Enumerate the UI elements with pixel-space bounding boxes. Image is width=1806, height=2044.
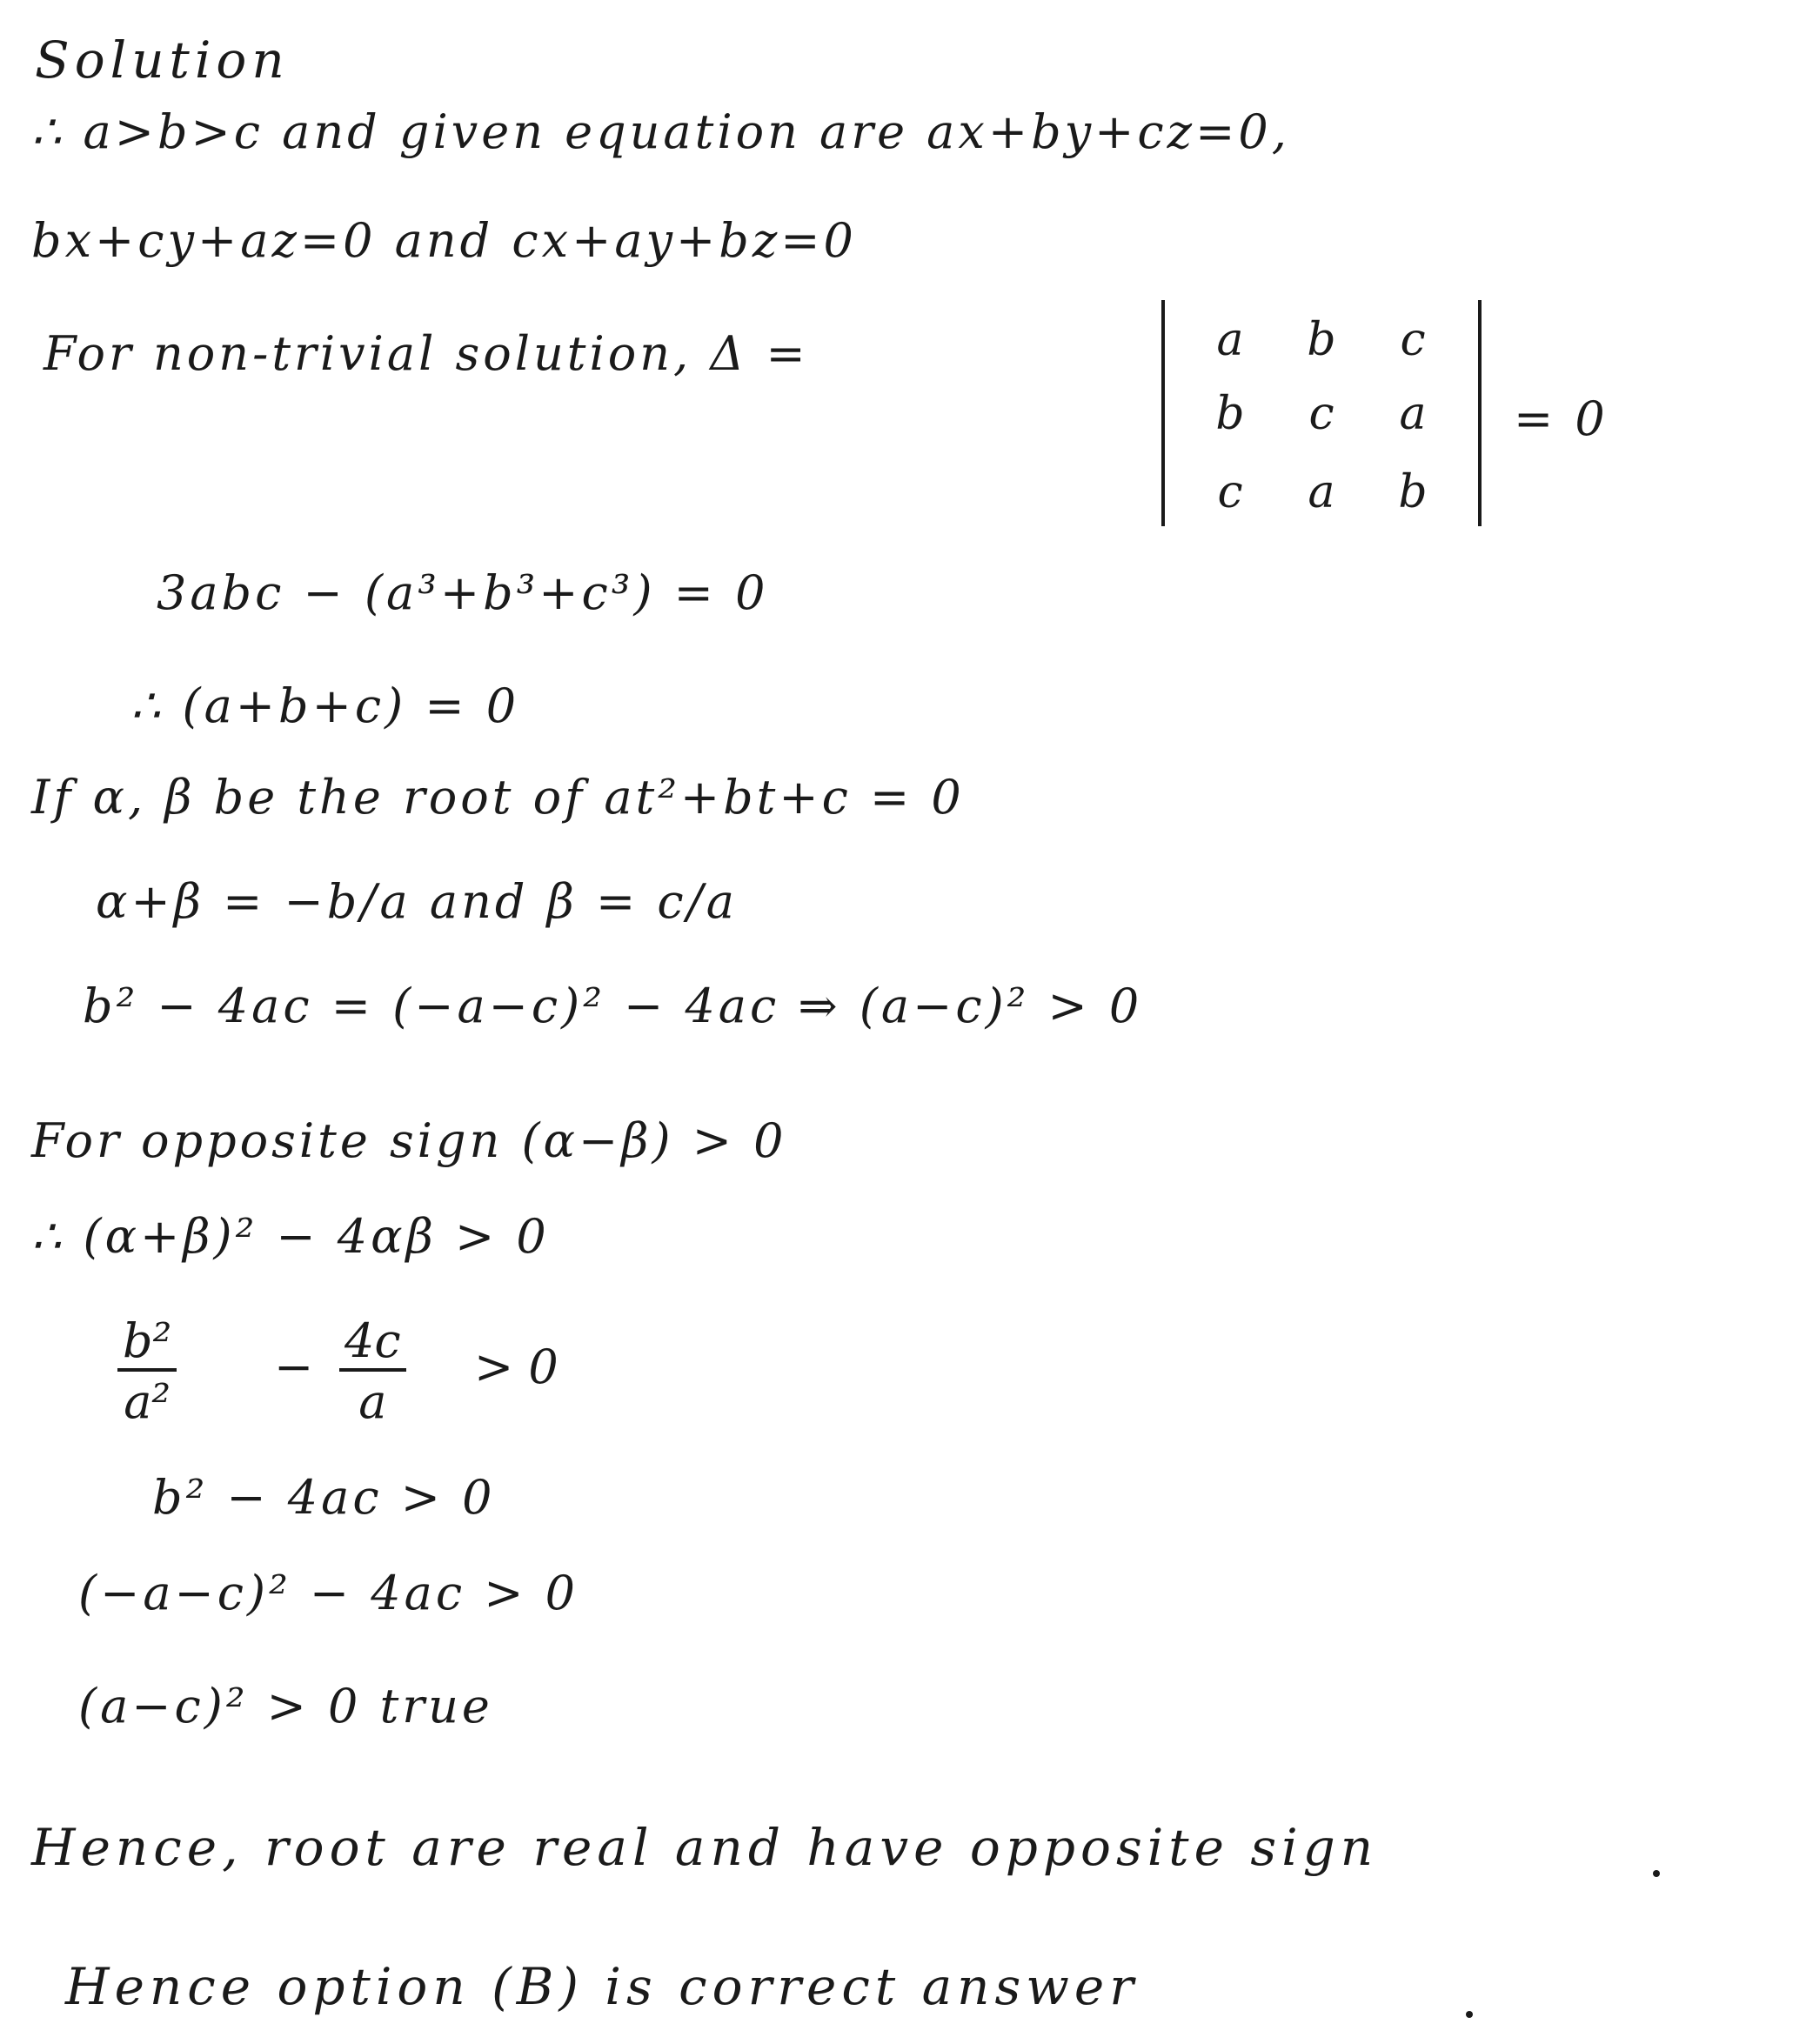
nontrivial-line: For non-trivial solution, Δ = bbox=[43, 326, 809, 381]
det-r2-c2: c bbox=[1308, 388, 1334, 440]
opposite-sign-line: For opposite sign (α−β) > 0 bbox=[31, 1113, 787, 1168]
fraction-2-numerator: 4c bbox=[344, 1313, 401, 1368]
expanded-determinant-line: 3abc − (a³+b³+c³) = 0 bbox=[157, 565, 769, 620]
determinant-matrix bbox=[1161, 300, 1482, 526]
sum-product-line: α+β = −b/a and β = c/a bbox=[96, 874, 739, 929]
fraction-2-denominator: a bbox=[358, 1374, 387, 1429]
fraction-4c-over-a bbox=[339, 1313, 406, 1429]
final-answer-line: Hence option (B) is correct answer bbox=[65, 1957, 1139, 2016]
fraction-inequality-tail: > 0 bbox=[474, 1339, 559, 1394]
det-r3-c2: a bbox=[1308, 466, 1335, 518]
det-r3-c1: c bbox=[1217, 466, 1243, 518]
solution-heading: Solution bbox=[35, 30, 290, 90]
det-r1-c2: b bbox=[1307, 314, 1336, 366]
final-answer-period bbox=[1466, 2011, 1473, 2018]
det-r1-c1: a bbox=[1216, 314, 1244, 366]
b2-minus-4ac-line: b² − 4ac > 0 bbox=[152, 1470, 496, 1525]
equation-line-1: ∴ a>b>c and given equation are ax+by+cz=0, bbox=[31, 104, 1290, 159]
fraction-1-denominator: a² bbox=[124, 1374, 171, 1429]
det-r3-c3: b bbox=[1398, 466, 1428, 518]
conclusion-line: Hence, root are real and have opposite sign bbox=[31, 1818, 1379, 1877]
true-statement-line: (a−c)² > 0 true bbox=[78, 1679, 493, 1733]
substituted-discriminant-line: (−a−c)² − 4ac > 0 bbox=[78, 1566, 579, 1620]
roots-definition-line: If α, β be the root of at²+bt+c = 0 bbox=[31, 770, 965, 825]
sum-zero-line: ∴ (a+b+c) = 0 bbox=[130, 678, 520, 733]
fraction-1-numerator: b² bbox=[123, 1313, 172, 1368]
square-difference-line: ∴ (α+β)² − 4αβ > 0 bbox=[31, 1209, 550, 1264]
det-r2-c1: b bbox=[1215, 388, 1245, 440]
determinant-equals-zero: = 0 bbox=[1514, 391, 1609, 446]
discriminant-line: b² − 4ac = (−a−c)² − 4ac ⇒ (a−c)² > 0 bbox=[83, 979, 1143, 1033]
det-r1-c3: c bbox=[1400, 314, 1426, 366]
fraction-b2-over-a2 bbox=[117, 1313, 177, 1429]
conclusion-period bbox=[1653, 1870, 1660, 1877]
equation-line-2: bx+cy+az=0 and cx+ay+bz=0 bbox=[31, 213, 857, 268]
fraction-minus-sign: − bbox=[274, 1339, 314, 1394]
det-r2-c3: a bbox=[1399, 388, 1427, 440]
